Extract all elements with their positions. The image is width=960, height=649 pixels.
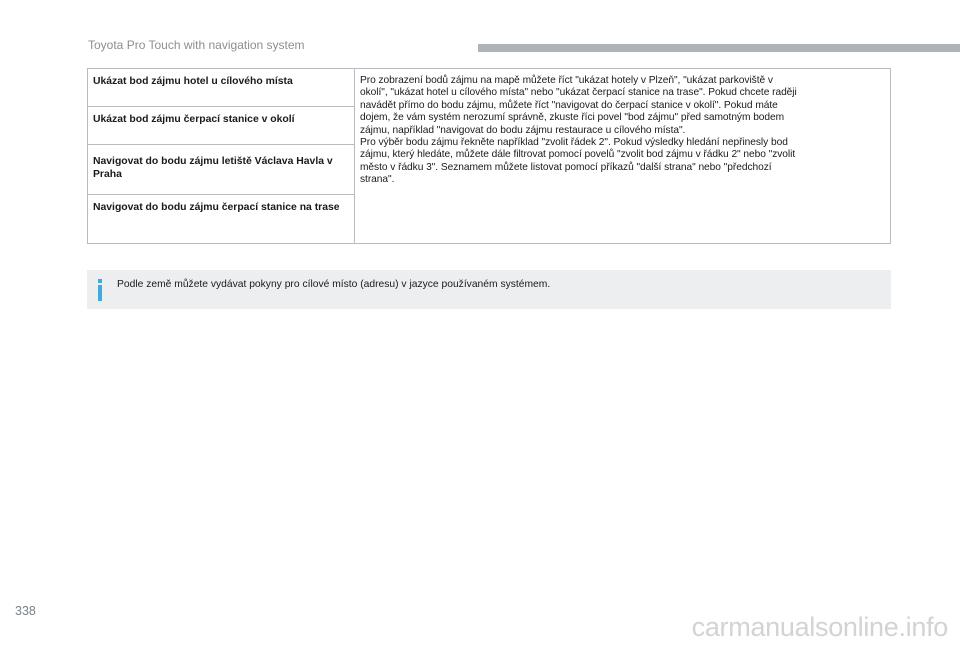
command-cell: Ukázat bod zájmu hotel u cílového místa bbox=[88, 69, 354, 107]
command-cell: Navigovat do bodu zájmu čerpací stanice na trase bbox=[93, 202, 340, 213]
header-title: Toyota Pro Touch with navigation system bbox=[88, 38, 305, 52]
command-cell: Navigovat do bodu zájmu letiště Václava Havla v Praha bbox=[88, 145, 354, 195]
info-icon bbox=[94, 279, 106, 301]
info-note bbox=[87, 270, 891, 309]
command-column bbox=[88, 69, 355, 243]
note-text: Podle země můžete vydávat pokyny pro cílové místo (adresu) v jazyce používaném systémem. bbox=[117, 279, 551, 290]
voice-command-table bbox=[87, 68, 891, 244]
command-cell: Ukázat bod zájmu čerpací stanice v okolí bbox=[88, 107, 354, 145]
header-bar bbox=[478, 44, 960, 52]
watermark: carmanualsonline.info bbox=[691, 612, 948, 642]
description-text: Pro zobrazení bodů zájmu na mapě můžete říct "ukázat hotely v Plzeň", "ukázat parkoviště v okolí", "ukázat hotel u cílového místa" nebo "ukázat čerpací stanice na trase". Pokud chcete raději navádět přímo do bodu zájmu, můžete říct "navigovat do čerpací stanice v okolí". Pokud máte dojem, že vám systém nerozumí správně, zkuste říci povel "bod zájmu" před samotným bodem zájmu, například "navigovat do bodu zájmu restaurace u cílového místa". Pro výběr bodu zájmu řekněte například "zvolit řádek 2". Pokud výsledky hledání nepřinesly bod zájmu, který hledáte, můžete dále filtrovat pomocí povelů "zvolit bod zájmu v řádku 2" nebo "zvolit město v řádku 3". Seznamem můžete listovat pomocí příkazů "další strana" nebo "předchozí strana". bbox=[360, 75, 797, 186]
page-number: 338 bbox=[15, 604, 36, 618]
